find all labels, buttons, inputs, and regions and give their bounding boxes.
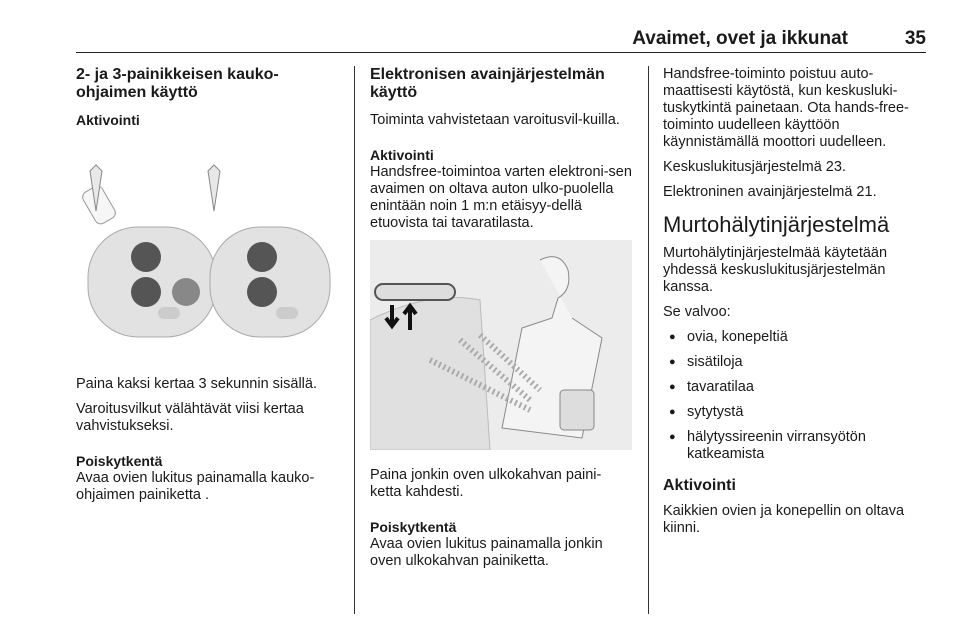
key-2-button <box>208 165 330 337</box>
column-left <box>76 66 341 512</box>
list-item: ● ovia, konepeltiä <box>663 329 928 346</box>
paragraph: Avaa ovien lukitus painamalla jonkin oven ulkokahvan painiketta. <box>370 536 603 569</box>
paragraph: Murtohälytinjärjestelmää käytetään yhdessä keskuslukitusjärjestelmän kanssa. <box>663 245 888 295</box>
column-divider <box>648 66 649 614</box>
remote-key-illustration <box>76 147 341 357</box>
subheading-deactivation: Poiskytkentä <box>76 453 163 469</box>
paragraph: Toiminta vahvistetaan varoitusvil-kuilla. <box>370 112 620 128</box>
page-number: 35 <box>904 28 926 49</box>
list-item: ● hälytyssireenin virransyötön katkeamista <box>663 429 928 463</box>
subheading-activation: Aktivointi <box>370 147 434 163</box>
paragraph: Handsfree-toiminto poistuu auto-maattisesti käytöstä, kun keskusluki-tuskytkintä painetaan. Ota hands-free-toiminto uudelleen käyttöön käynnistämällä moottori uudelleen. <box>663 66 909 150</box>
paragraph: Paina jonkin oven ulkokahvan paini-ketta kahdesti. <box>370 467 602 500</box>
list-item: ● tavaratilaa <box>663 379 928 396</box>
list-item: ● sisätiloja <box>663 354 928 371</box>
section-heading: 2- ja 3-painikkeisen kauko-ohjaimen käyttö <box>76 66 279 101</box>
paragraph: Se valvoo: <box>663 304 731 320</box>
paragraph: Avaa ovien lukitus painamalla kauko-ohjaimen painiketta . <box>76 470 315 503</box>
subheading-deactivation: Poiskytkentä <box>370 519 457 535</box>
page-header <box>76 28 926 53</box>
section-heading: Elektronisen avainjärjestelmän käyttö <box>370 66 605 101</box>
subheading-activation: Aktivointi <box>663 477 736 494</box>
section-heading: Murtohälytinjärjestelmä <box>663 212 890 237</box>
door-handle-illustration <box>370 240 632 450</box>
column-right <box>663 66 928 545</box>
cross-reference: Keskuslukitusjärjestelmä 23. <box>663 159 846 175</box>
monitored-list <box>663 329 928 463</box>
paragraph: Paina kaksi kertaa 3 sekunnin sisällä. <box>76 376 317 392</box>
column-divider <box>354 66 355 614</box>
paragraph: Handsfree-toimintoa varten elektroni-sen avaimen on oltava auton ulko-puolella enintään noin 1 m:n etäisyy-dellä etuovista tai tavaratilasta. <box>370 164 632 231</box>
paragraph: Varoitusvilkut välähtävät viisi kertaa vahvistukseksi. <box>76 401 304 434</box>
key-3-button <box>80 165 216 337</box>
chapter-title: Avaimet, ovet ja ikkunat <box>632 28 848 49</box>
list-item: ● sytytystä <box>663 404 928 421</box>
column-middle <box>370 66 632 578</box>
paragraph: Kaikkien ovien ja konepellin on oltava kiinni. <box>663 503 905 536</box>
cross-reference: Elektroninen avainjärjestelmä 21. <box>663 184 877 200</box>
subheading-activation: Aktivointi <box>76 112 140 128</box>
